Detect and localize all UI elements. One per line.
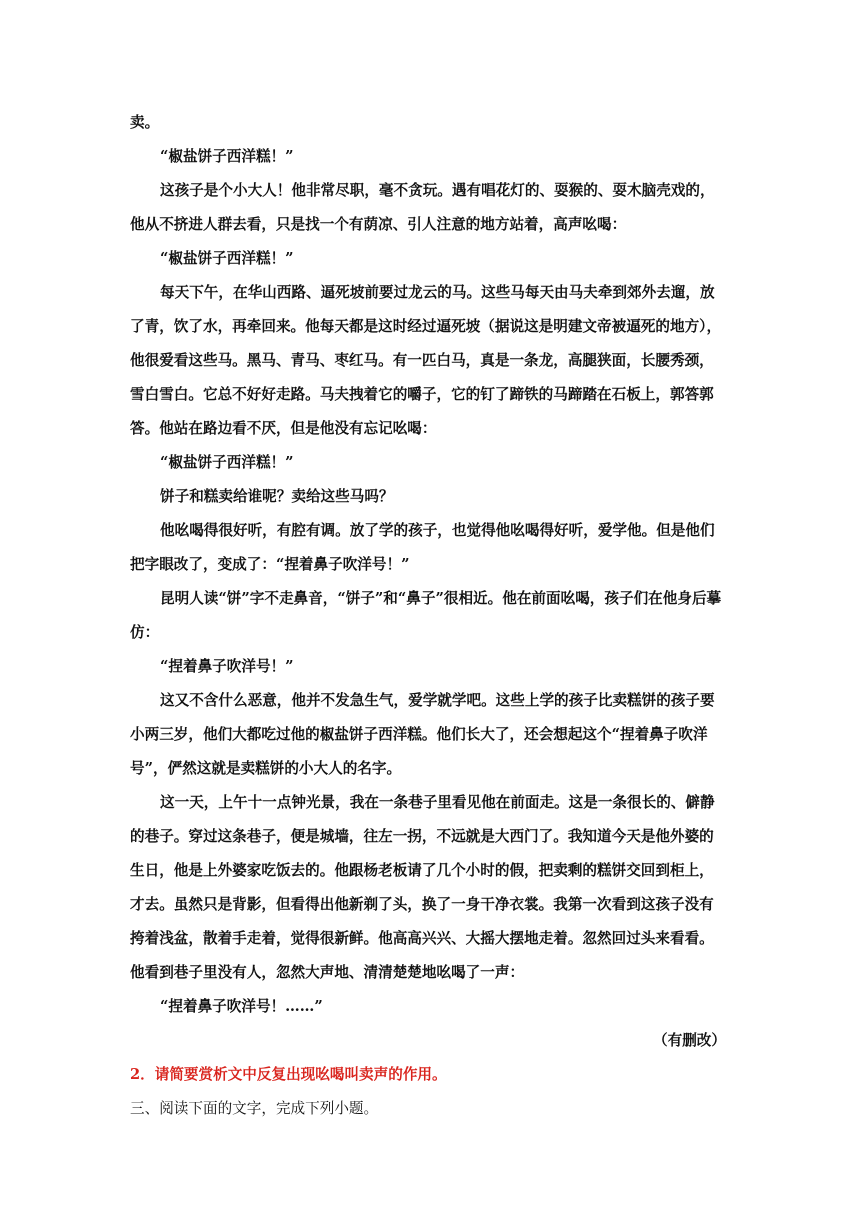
paragraph-12: 这一天，上午十一点钟光景，我在一条巷子里看见他在前面走。这是一条很长的、僻静的巷子。穿过这条巷子，便是城墙，往左一拐，不远就是大西门了。我知道今天是他外婆的生日，他是上外婆家吃饭去的。他跟杨老板请了几个小时的假，把卖剩的糕饼交回到柜上，才去。虽然只是背影，但看得出他新剃了头，换了一身干净衣裳。我第一次看到这孩子没有挎着浅盆，散着手走着，觉得很新鲜。他高高兴兴、大摇大摆地走着。忽然回过头来看看。他看到巷子里没有人，忽然大声地、清清楚楚地吆喝了一声： xyxy=(130,794,715,981)
paragraph-13: “捏着鼻子吹洋号！……” xyxy=(160,998,323,1015)
paragraph-10: “捏着鼻子吹洋号！” xyxy=(160,658,294,675)
paragraph-11: 这又不含什么恶意，他并不发急生气，爱学就学吧。这些上学的孩子比卖糕饼的孩子要小两三岁，他们大都吃过他的椒盐饼子西洋糕。他们长大了，还会想起这个“捏着鼻子吹洋号”，俨然这就是卖糕饼的小大人的名字。 xyxy=(130,692,715,777)
paragraph-9: 昆明人读“饼”字不走鼻音，“饼子”和“鼻子”很相近。他在前面吆喝，孩子们在他身后摹仿： xyxy=(130,590,722,641)
question-2: 2．请简要赏析文中反复出现吆喝叫卖声的作用。 xyxy=(130,1066,447,1083)
paragraph-5: 每天下午，在华山西路、逼死坡前要过龙云的马。这些马每天由马夫牵到郊外去遛，放了青，饮了水，再牵回来。他每天都是这时经过逼死坡（据说这是明建文帝被逼死的地方），他很爱看这些马。黑马、青马、枣红马。有一匹白马，真是一条龙，高腿狭面，长腰秀颈，雪白雪白。它总不好好走路。马夫拽着它的嚼子，它的钉了蹄铁的马蹄踏在石板上，郭答郭答。他站在路边看不厌，但是他没有忘记吆喝： xyxy=(130,284,722,437)
paragraph-1: 卖。 xyxy=(130,114,160,131)
document-page xyxy=(130,106,726,1126)
paragraph-3: 这孩子是个小大人！他非常尽职，毫不贪玩。遇有唱花灯的、耍猴的、耍木脑壳戏的，他从不挤进人群去看，只是找一个有荫凉、引人注意的地方站着，高声吆喝： xyxy=(130,182,715,233)
paragraph-8: 他吆喝得很好听，有腔有调。放了学的孩子，也觉得他吆喝得好听，爱学他。但是他们把字眼改了，变成了：“捏着鼻子吹洋号！” xyxy=(130,522,715,573)
paragraph-6: “椒盐饼子西洋糕！” xyxy=(160,454,294,471)
paragraph-7: 饼子和糕卖给谁呢？卖给这些马吗？ xyxy=(160,488,394,505)
paragraph-2: “椒盐饼子西洋糕！” xyxy=(160,148,294,165)
paragraph-4: “椒盐饼子西洋糕！” xyxy=(160,250,294,267)
source-note: （有删改） xyxy=(653,1032,726,1049)
section-heading: 三、阅读下面的文字，完成下列小题。 xyxy=(130,1100,379,1117)
